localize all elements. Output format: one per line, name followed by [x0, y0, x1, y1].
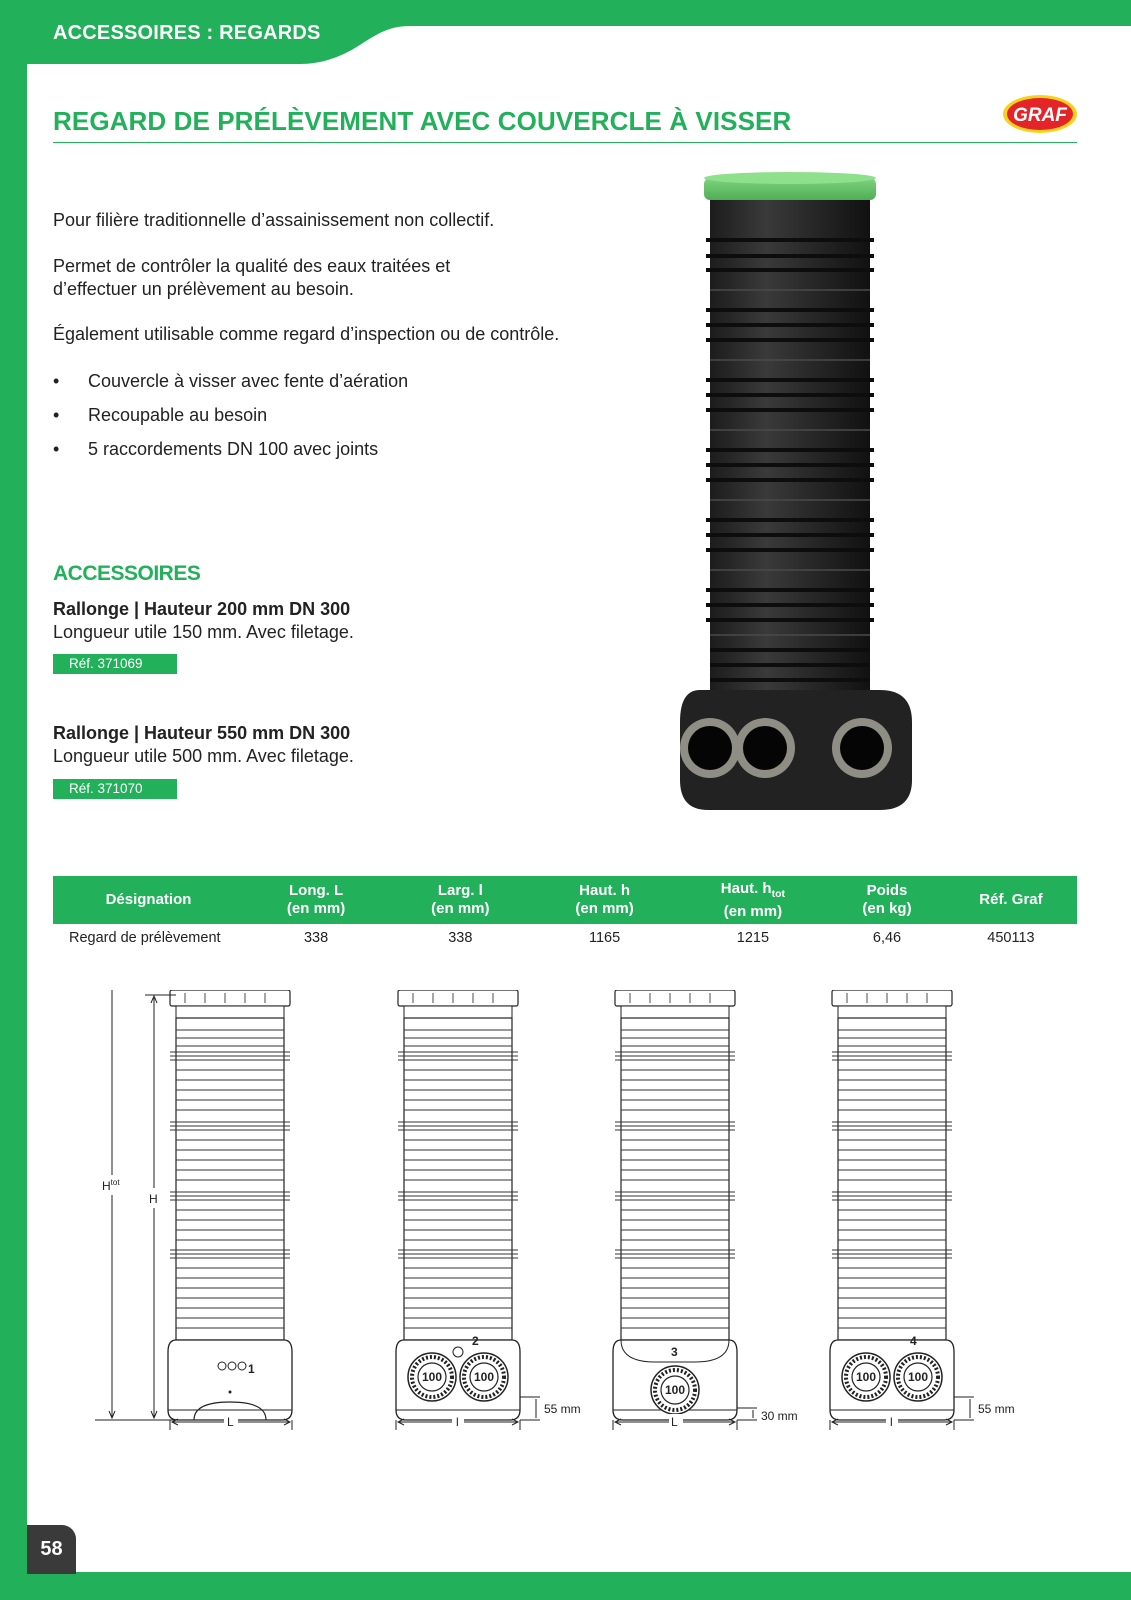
bottom-green-bar: [0, 1572, 1131, 1600]
specs-table: [53, 876, 1077, 952]
accessory-ref-badge: Réf. 371070: [53, 779, 177, 799]
cell-weight: 6,46: [872, 930, 902, 946]
col-height: Haut. h (en mm): [532, 876, 676, 924]
intro-paragraph-1: Pour filière traditionnelle d’assainissement non collectif.: [53, 210, 495, 230]
accessory-description: Longueur utile 150 mm. Avec filetage.: [53, 622, 354, 642]
svg-text:100: 100: [421, 1370, 443, 1384]
svg-text:l: l: [456, 1415, 459, 1429]
svg-text:100: 100: [664, 1383, 686, 1397]
cell-width: 338: [448, 930, 473, 946]
table-row: [53, 924, 1077, 952]
htot-label: $H^{tot}$: [102, 1178, 120, 1193]
svg-text:100: 100: [473, 1370, 495, 1384]
col-reference: Réf. Graf: [945, 876, 1077, 924]
svg-text:L: L: [671, 1415, 678, 1429]
table-header-row: [53, 876, 1077, 924]
cell-length: 338: [303, 930, 329, 946]
drawing-view-1: [168, 990, 292, 1420]
svg-text:1: 1: [248, 1362, 255, 1376]
feature-item: • Recoupable au besoin: [53, 405, 268, 425]
svg-text:55 mm: 55 mm: [978, 1402, 1015, 1416]
technical-drawings: [90, 990, 1030, 1460]
svg-text:3: 3: [671, 1345, 678, 1359]
svg-text:30 mm: 30 mm: [761, 1409, 798, 1423]
col-designation: Désignation: [53, 876, 244, 924]
svg-text:100: 100: [907, 1370, 929, 1384]
svg-text:l: l: [890, 1415, 893, 1429]
logo-text: GRAF: [1013, 105, 1067, 126]
drawing-view-4: [830, 990, 1015, 1430]
col-width: Larg. l (en mm): [388, 876, 532, 924]
drawing-view-3: [613, 990, 798, 1430]
graf-logo: [1002, 94, 1078, 134]
feature-item: • Couvercle à visser avec fente d’aération: [53, 371, 409, 391]
cell-designation: Regard de prélèvement: [69, 930, 221, 946]
accessory-description: Longueur utile 500 mm. Avec filetage.: [53, 746, 354, 766]
feature-item: • 5 raccordements DN 100 avec joints: [53, 439, 379, 459]
drawing-view-2: [396, 990, 581, 1430]
h-label: H: [149, 1192, 158, 1206]
col-weight: Poids (en kg): [829, 876, 945, 924]
title-divider: [53, 142, 1077, 143]
cell-height: 1165: [589, 930, 621, 946]
svg-text:L: L: [227, 1415, 234, 1429]
col-length: Long. L (en mm): [244, 876, 388, 924]
pipe-openings: [680, 718, 892, 778]
cell-reference: 450113: [987, 930, 1035, 946]
svg-text:55 mm: 55 mm: [544, 1402, 581, 1416]
section-label: ACCESSOIRES : REGARDS: [53, 22, 321, 44]
bullet-icon: •: [53, 405, 60, 425]
feature-list: [53, 371, 408, 473]
left-green-bar: [0, 0, 27, 1600]
svg-text:100: 100: [855, 1370, 877, 1384]
cell-total-height: 1215: [736, 930, 770, 946]
intro-paragraph-2-line-2: d’effectuer un prélèvement au besoin.: [53, 279, 354, 299]
page-number: 58: [27, 1525, 76, 1574]
accessory-name: Rallonge | Hauteur 200 mm DN 300: [53, 599, 351, 619]
svg-text:4: 4: [910, 1334, 917, 1348]
intro-paragraph-2-line-1: Permet de contrôler la qualité des eaux traitées et: [53, 256, 451, 276]
intro-paragraph-3: Également utilisable comme regard d’inspection ou de contrôle.: [53, 324, 560, 344]
bullet-icon: •: [53, 371, 60, 391]
page-title: REGARD DE PRÉLÈVEMENT AVEC COUVERCLE À VISSER: [53, 106, 792, 136]
accessory-ref-badge: Réf. 371069: [53, 654, 177, 674]
accessories-heading: ACCESSOIRES: [53, 562, 201, 585]
bullet-icon: •: [53, 439, 60, 459]
svg-text:2: 2: [472, 1334, 479, 1348]
col-total-height: Haut. $h_{tot}$ (en mm): [677, 876, 829, 924]
accessory-name: Rallonge | Hauteur 550 mm DN 300: [53, 723, 351, 743]
product-photo: [680, 170, 940, 830]
